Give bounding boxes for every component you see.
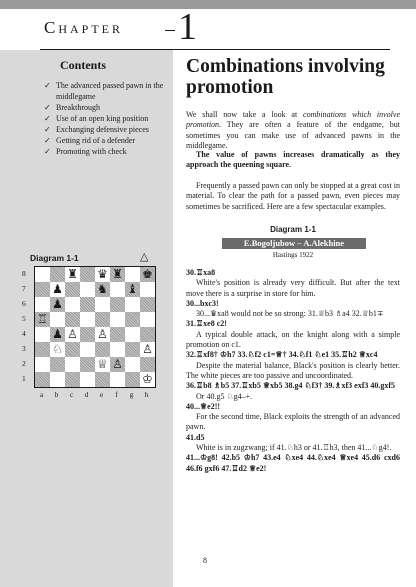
rank-label: 5	[22, 314, 26, 323]
rank-label: 8	[22, 269, 26, 278]
move-line: 30...bxc3!	[186, 298, 219, 308]
contents-item	[44, 135, 170, 146]
file-label: h	[144, 390, 149, 399]
move-line: 41.d5	[186, 432, 205, 442]
contents-title: Contents	[60, 58, 107, 72]
chess-piece-square: ♙	[110, 357, 125, 372]
examples-paragraph: Frequently a passed pawn can only be stopped at a great cost in material. To clear the path for a passed pawn, even pieces may sometimes be sacrificed. Here are a few spectacular examples.	[186, 181, 400, 211]
board-square	[110, 297, 125, 312]
move-line: 31.♖xe8 c2!	[186, 319, 227, 329]
move-line: 41...♔g8! 42.b5 ♔h7 43.e4 ♘xe4 44.♘xe4 ♕xe4 45.d6 cxd6 46.f6 gxf6 47.♖d2 ♕e2!	[186, 453, 400, 473]
board-square	[80, 312, 95, 327]
board-square	[110, 327, 125, 342]
board-square	[65, 342, 80, 357]
file-label: e	[99, 390, 104, 399]
page-number: 8	[203, 556, 207, 565]
contents-item-label: The advanced passed pawn in the middlegame	[56, 81, 164, 101]
chess-piece-square: ♔	[140, 372, 155, 387]
board-square	[110, 312, 125, 327]
file-labels	[34, 390, 154, 399]
board-square	[95, 372, 110, 387]
chess-piece-square: ♕	[95, 357, 110, 372]
board-square	[50, 267, 65, 282]
chapter-number: 1	[178, 6, 197, 48]
checkmark-icon: ✓	[44, 81, 51, 90]
contents-item	[44, 113, 170, 124]
board-square	[140, 327, 155, 342]
board-square	[125, 357, 140, 372]
board-square	[125, 372, 140, 387]
contents-item	[44, 80, 170, 102]
board-square	[35, 327, 50, 342]
board-square	[110, 342, 125, 357]
board-square	[95, 342, 110, 357]
checkmark-icon: ✓	[44, 125, 51, 134]
board-square	[65, 312, 80, 327]
file-label: f	[115, 390, 118, 399]
board-square	[125, 297, 140, 312]
board-square	[80, 342, 95, 357]
rank-label: 2	[22, 359, 26, 368]
board-square	[35, 357, 50, 372]
chess-piece-square: ♟	[50, 297, 65, 312]
checkmark-icon: ✓	[44, 147, 51, 156]
board-square	[35, 267, 50, 282]
board-square	[50, 357, 65, 372]
contents-item	[44, 146, 170, 157]
chess-piece-square: ♖	[35, 312, 50, 327]
move-line: 40...♕e2!!	[186, 401, 221, 411]
board-square	[80, 267, 95, 282]
chess-piece-square: ♚	[140, 267, 155, 282]
chess-piece-square: ♙	[140, 342, 155, 357]
annotation-text: Despite the material balance, Black's position is clearly better. The white pieces are too passive and uncoordinated.	[186, 360, 400, 380]
rank-label: 6	[22, 299, 26, 308]
board-square	[50, 372, 65, 387]
key-point-paragraph: The value of pawns increases dramatically as they approach the queening square.	[186, 150, 400, 170]
contents-item-label: Breakthrough	[56, 103, 100, 112]
move-line: 32.♖xf8† ♔h7 33.♘f2 c1=♕† 34.♘f1 ♘e1 35.♖h2 ♕xc4	[186, 350, 378, 360]
chess-piece-square: ♛	[95, 267, 110, 282]
board-square	[140, 312, 155, 327]
board-square	[125, 267, 140, 282]
board-square	[35, 282, 50, 297]
contents-item-label: Exchanging defensive pieces	[56, 125, 149, 134]
file-label: a	[39, 390, 44, 399]
contents-item-label: Use of an open king position	[56, 114, 149, 123]
board-square	[35, 342, 50, 357]
board-square	[110, 372, 125, 387]
checkmark-icon: ✓	[44, 136, 51, 145]
board-square	[80, 327, 95, 342]
contents-list	[44, 80, 170, 157]
board-square	[65, 357, 80, 372]
board-square	[65, 297, 80, 312]
move-line: 36.♖b8 ♗b5 37.♖xb5 ♕xb5 38.g4 ♘f3† 39.♗xf3 exf3 40.gxf5	[186, 381, 396, 391]
annotation-text: For the second time, Black exploits the strength of an advanced pawn.	[186, 412, 400, 432]
intro-paragraph: We shall now take a look at combinations which involve promotion. They are often a feature of the endgame, but sometimes you can make use of advanced pawns in the middlegame.	[186, 110, 400, 150]
chess-piece-square: ♜	[110, 267, 125, 282]
board-square	[35, 372, 50, 387]
contents-item	[44, 102, 170, 113]
white-to-move-icon: △	[140, 250, 149, 263]
chess-piece-square: ♙	[65, 327, 80, 342]
contents-item-label: Promoting with check	[56, 147, 127, 156]
annotation-text: White is in zugzwang; if 41.♘h3 or 41.♖h3, then 41...♘g4!.	[196, 443, 392, 453]
board-square	[80, 372, 95, 387]
board-square	[50, 312, 65, 327]
board-square	[80, 282, 95, 297]
board-square	[80, 357, 95, 372]
board-square	[95, 297, 110, 312]
annotation-text: White's position is already very difficult. But after the text move there is a surprise in store for him.	[186, 278, 400, 298]
page-title: Combinations involving promotion	[186, 56, 385, 98]
board-square	[35, 297, 50, 312]
header-bar	[0, 0, 416, 9]
annotation-text: Or 40.g5 ♘g4–+.	[196, 391, 253, 401]
game-event: Hastings 1922	[272, 251, 314, 259]
checkmark-icon: ✓	[44, 114, 51, 123]
board-square	[65, 282, 80, 297]
chess-board	[34, 266, 156, 388]
file-label: g	[129, 390, 134, 399]
rank-label: 4	[22, 329, 26, 338]
board-square	[140, 282, 155, 297]
board-square	[140, 357, 155, 372]
file-label: d	[84, 390, 89, 399]
board-square	[140, 297, 155, 312]
checkmark-icon: ✓	[44, 103, 51, 112]
annotation-text: A typical double attack, on the knight along with a simple promotion on c1.	[186, 329, 400, 350]
board-square	[65, 372, 80, 387]
file-label: c	[69, 390, 74, 399]
board-square	[125, 327, 140, 342]
board-square	[110, 282, 125, 297]
chapter-label: Chapter	[44, 18, 124, 37]
chess-piece-square: ♜	[65, 267, 80, 282]
board-square	[125, 312, 140, 327]
contents-item-label: Getting rid of a defender	[56, 136, 136, 145]
chess-piece-square: ♙	[95, 327, 110, 342]
board-square	[80, 297, 95, 312]
chess-piece-square: ♝	[125, 282, 140, 297]
game-players: E.Bogoljubow – A.Alekhine	[222, 238, 366, 249]
diagram-caption: Diagram 1-1	[270, 225, 316, 234]
chess-piece-square: ♟	[50, 327, 65, 342]
game-moves	[186, 268, 400, 474]
rank-label: 1	[22, 374, 26, 383]
board-square	[95, 312, 110, 327]
chess-piece-square: ♞	[95, 282, 110, 297]
file-label: b	[54, 390, 59, 399]
diagram-title: Diagram 1-1	[30, 253, 79, 263]
move-line: 30.♖xa8	[186, 268, 216, 277]
board-square	[125, 342, 140, 357]
chess-piece-square: ♟	[50, 282, 65, 297]
chapter-rule	[165, 30, 175, 31]
rank-label: 7	[22, 284, 26, 293]
chess-piece-square: ♘	[50, 342, 65, 357]
rank-labels	[22, 266, 30, 386]
contents-item	[44, 124, 170, 135]
rank-label: 3	[22, 344, 26, 353]
annotation-text: 30...♛xa8 would not be so strong: 31.♕b3 ♗a4 32.♕b1∓	[196, 309, 384, 319]
